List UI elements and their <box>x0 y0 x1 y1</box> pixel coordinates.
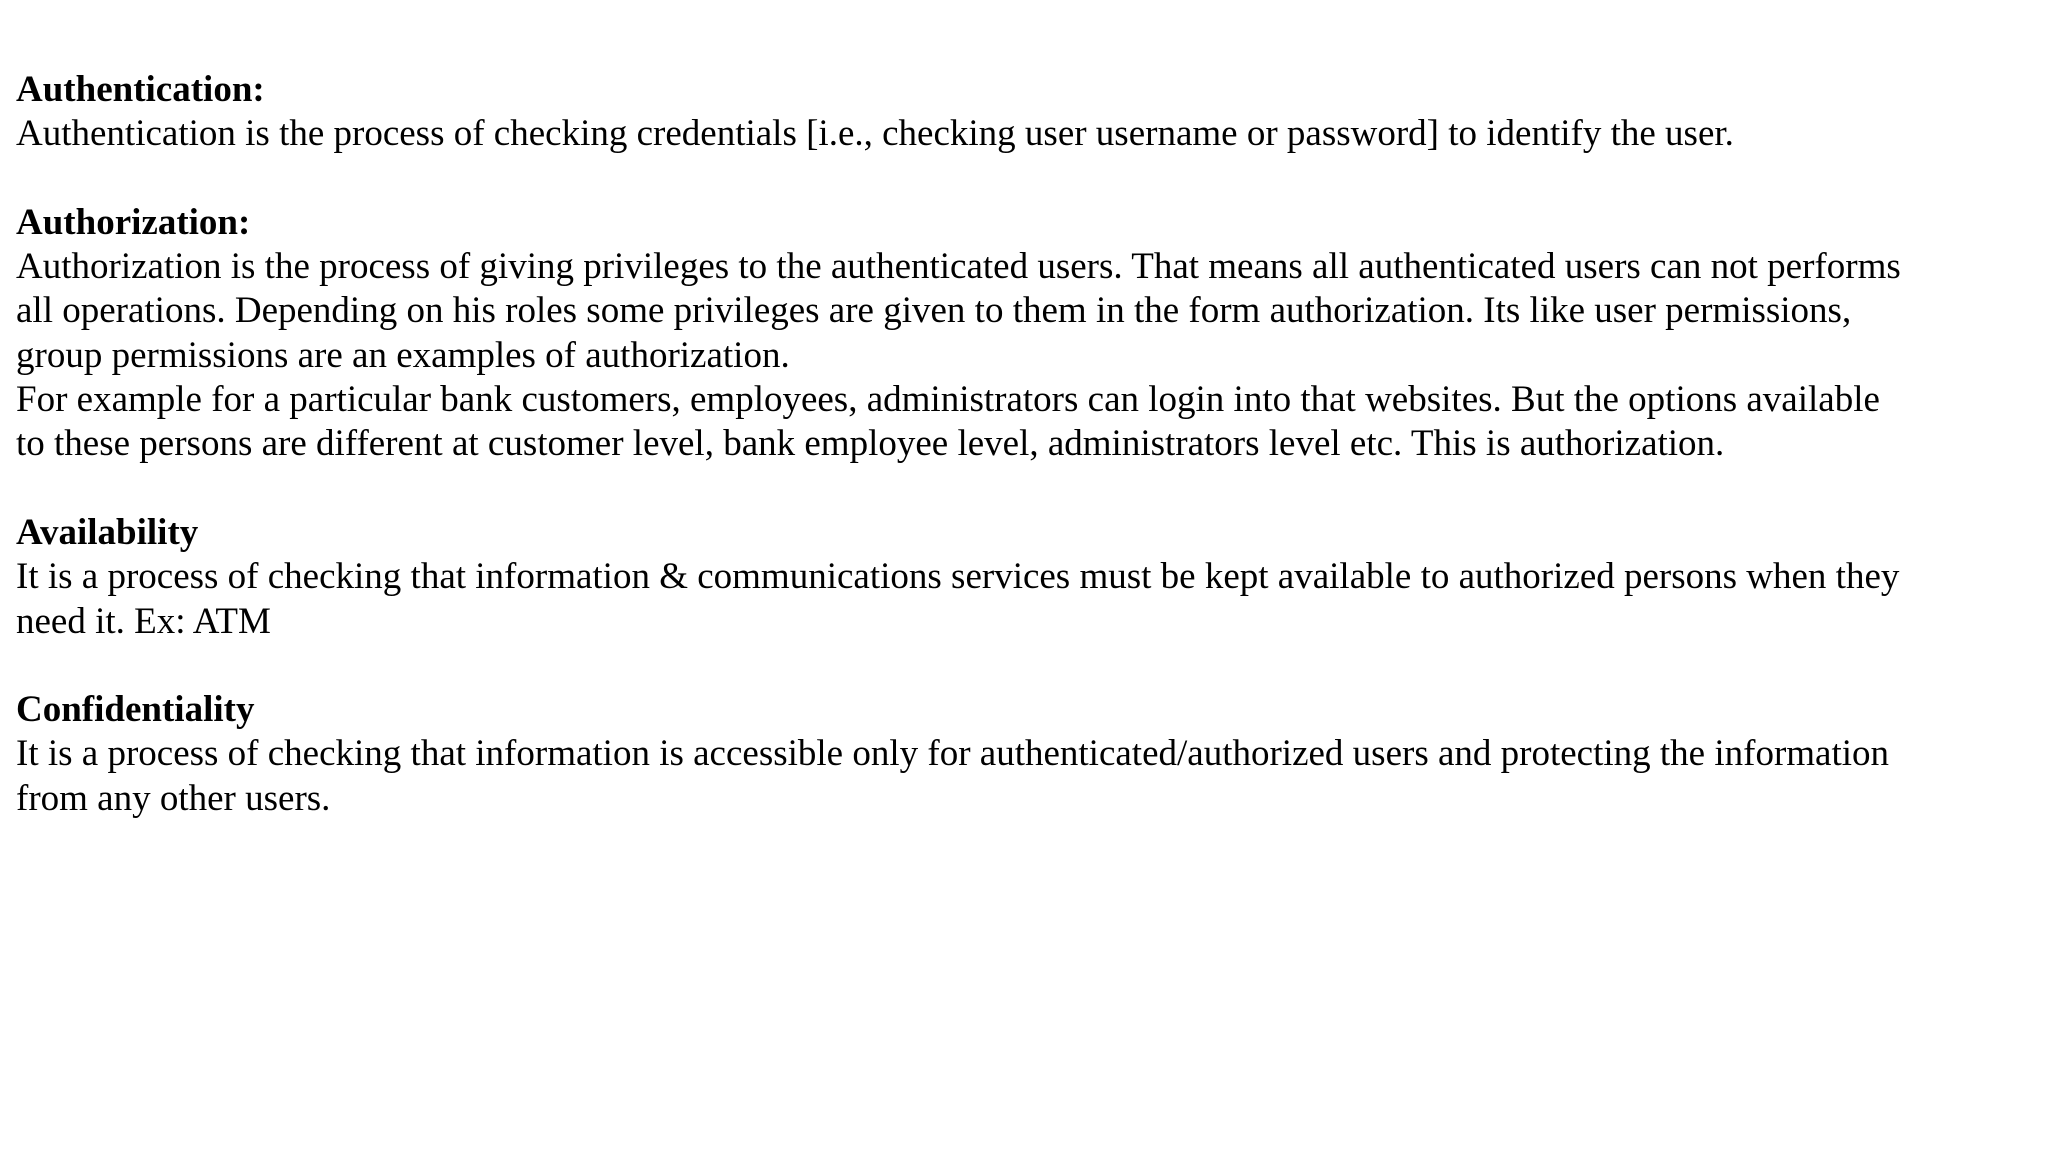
paragraph-line: all operations. Depending on his roles some privileges are given to them in the form authorization. Its like user permissions, <box>16 290 1852 332</box>
paragraph-line: need it. Ex: ATM <box>16 600 271 642</box>
section-spacer <box>16 157 2048 201</box>
section-authentication <box>16 68 2048 157</box>
section-heading: Confidentiality <box>16 689 255 731</box>
section-heading: Authentication: <box>16 69 265 110</box>
section-spacer <box>16 467 2048 511</box>
paragraph-line: For example for a particular bank customers, employees, administrators can login into that websites. But the options available <box>16 379 1880 421</box>
paragraph-line: from any other users. <box>16 777 331 819</box>
section-availability <box>16 511 2048 644</box>
section-authorization <box>16 201 2048 467</box>
section-spacer <box>16 644 2048 688</box>
paragraph-line: Authorization is the process of giving privileges to the authenticated users. That means all authenticated users can not performs <box>16 246 1901 288</box>
document-body <box>16 68 2048 821</box>
paragraph-line: group permissions are an examples of authorization. <box>16 334 790 376</box>
section-heading: Authorization: <box>16 201 251 243</box>
paragraph-line: It is a process of checking that information is accessible only for authenticated/authorized users and protecting the information <box>16 733 1890 775</box>
paragraph-line: to these persons are different at customer level, bank employee level, administrators level etc. This is authorization. <box>16 423 1725 465</box>
section-confidentiality <box>16 688 2048 821</box>
paragraph-line: Authentication is the process of checking credentials [i.e., checking user username or password] to identify the user. <box>16 113 1734 155</box>
paragraph-line: It is a process of checking that information & communications services must be kept available to authorized persons when they <box>16 556 1900 598</box>
section-heading: Availability <box>16 511 199 553</box>
